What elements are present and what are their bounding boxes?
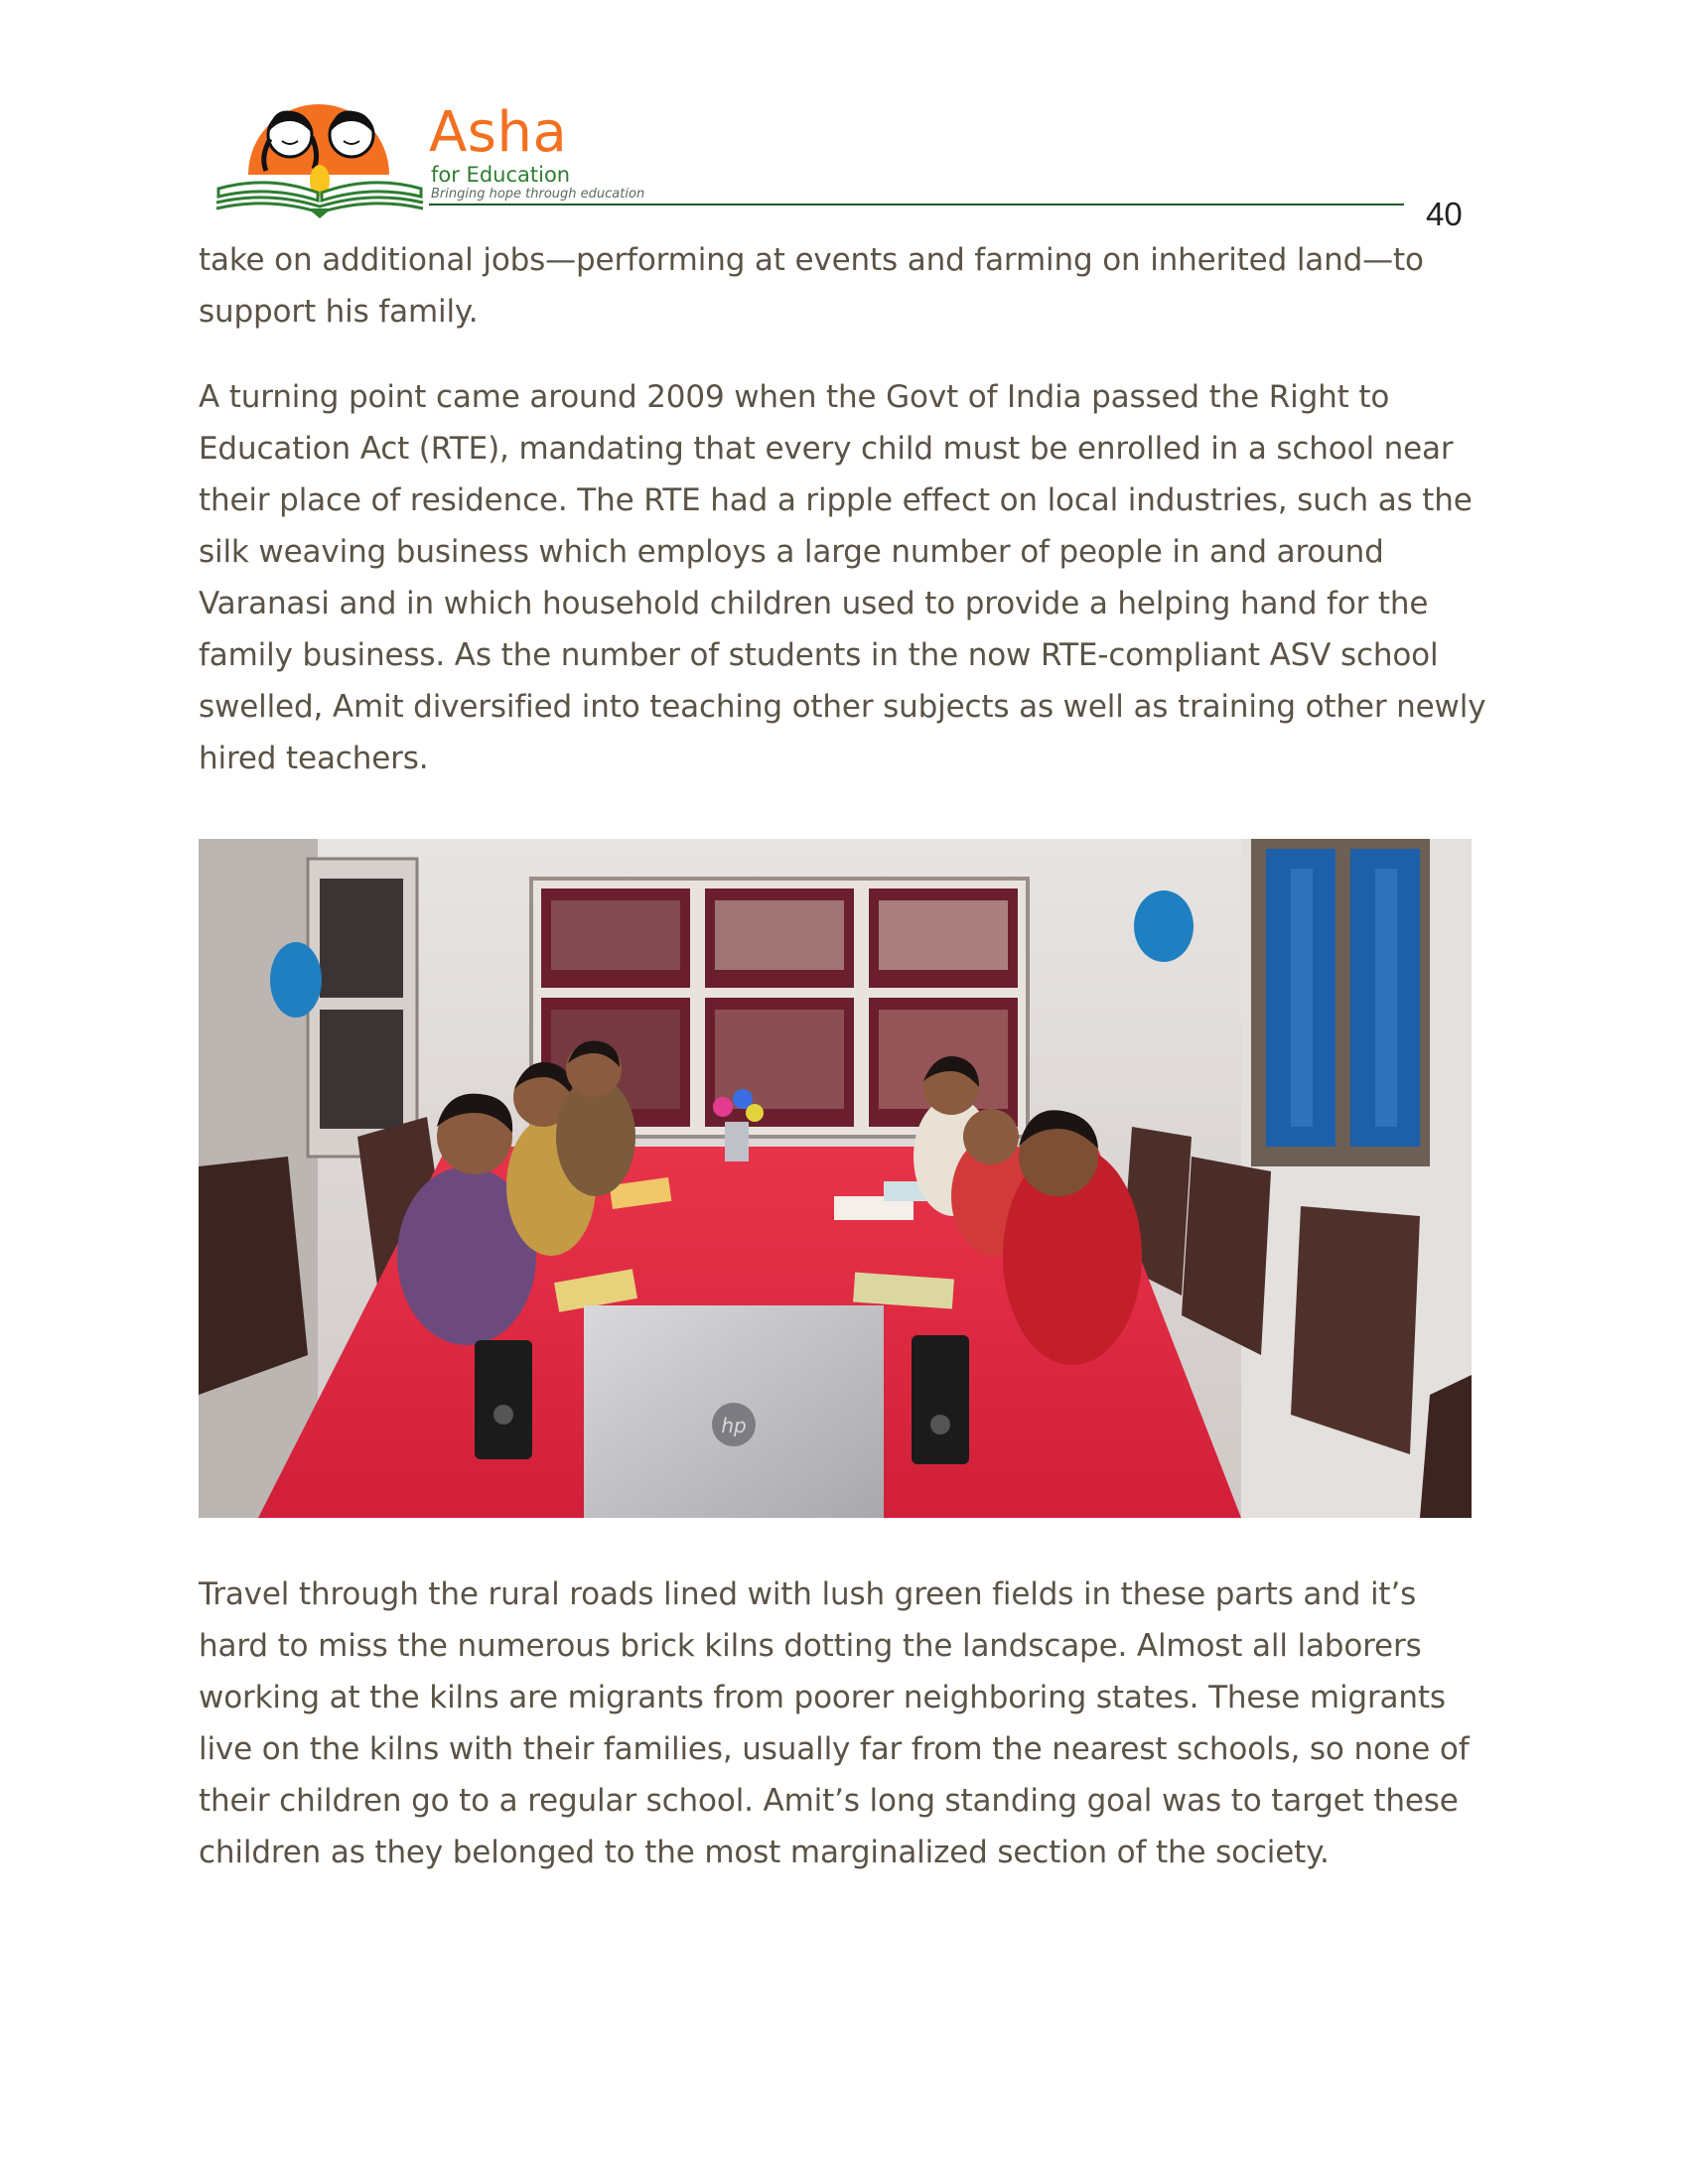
page-number: 40 bbox=[1426, 196, 1463, 232]
page-header bbox=[0, 0, 1688, 238]
paragraph-rte: A turning point came around 2009 when the Govt of India passed the Right to Education Act (RTE), mandating that every child must be enrolled in a school near their place of residence. The RTE had a ripple effect on local industries, such as the silk weaving business which employs a large number of people in and around Varanasi and in which household children used to provide a helping hand for the family business. As the number of students in the now RTE-compliant ASV school swelled, Amit diversified into teaching other subjects as well as training other newly hired teachers. bbox=[199, 379, 1486, 776]
classroom-photo bbox=[199, 839, 1472, 1518]
brand-tagline: Bringing hope through education bbox=[431, 187, 645, 202]
paragraph-continuation: take on additional jobs—performing at events and farming on inherited land—to support his family. bbox=[199, 242, 1424, 330]
paragraph-brick-kilns: Travel through the rural roads lined with lush green fields in these parts and it’s hard to miss the numerous brick kilns dotting the landscape. Almost all laborers working at the kilns are migrants from poorer neighboring states. These migrants live on the kilns with their families, usually far from the nearest schools, so none of their children go to a regular school. Amit’s long standing goal was to target these children as they belonged to the most marginalized section of the society. bbox=[199, 1576, 1470, 1870]
laptop-logo: hp bbox=[721, 1414, 747, 1437]
brand-subtitle: for Education bbox=[431, 163, 571, 187]
brand-name: Asha bbox=[429, 100, 568, 165]
classroom-photo-illustration bbox=[199, 839, 1472, 1518]
asha-logo-icon bbox=[212, 97, 425, 218]
header-divider bbox=[429, 204, 1404, 205]
